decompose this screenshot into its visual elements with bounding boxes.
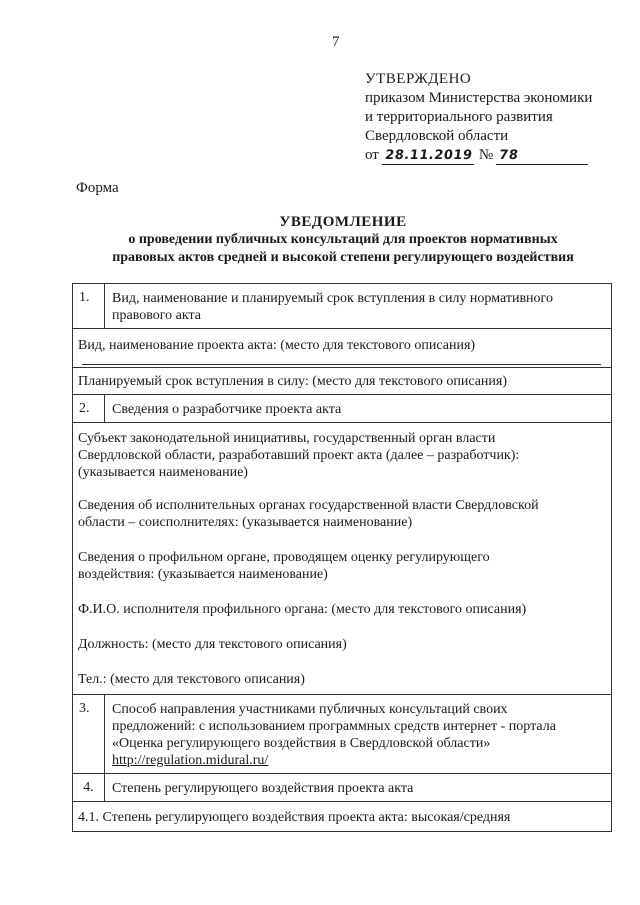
developer-p1-line-1: Субъект законодательной инициативы, государственный орган власти (78, 431, 496, 446)
spacer (78, 531, 605, 549)
developer-p2-line-2: области – соисполнителях: (указывается наименование) (78, 515, 413, 530)
section-3-line-2: предложений: с использованием программных средств интернет - портала (112, 719, 556, 734)
developer-p1-line-3: (указывается наименование) (78, 465, 248, 480)
section-title: Сведения о разработчике проекта акта (112, 402, 342, 417)
developer-p1-line-2: Свердловской области, разработавший проект акта (далее – разработчик): (78, 448, 520, 463)
developer-p3-line-2: воздействия: (указывается наименование) (78, 567, 328, 582)
table-row-section-3 (73, 694, 611, 773)
notice-table (72, 283, 612, 832)
fill-line (82, 354, 601, 365)
section-number: 2. (73, 395, 105, 422)
handwritten-number: 78 (496, 148, 590, 165)
spacer (78, 618, 605, 636)
section-3-line-1: Способ направления участниками публичных консультаций своих (112, 702, 508, 717)
section-3-line-3: «Оценка регулирующего воздействия в Свердловской области» (112, 736, 491, 751)
section-1-title-line-1: Вид, наименование и планируемый срок вступления в силу нормативного (112, 291, 553, 306)
approval-line-3: Свердловской области (365, 128, 509, 144)
table-row-developer-info (73, 422, 611, 694)
approval-title: УТВЕРЖДЕНО (365, 71, 472, 87)
table-row-section-4 (73, 773, 611, 801)
table-row-section-1 (73, 284, 611, 328)
handwritten-date: 28.11.2019 (382, 148, 476, 165)
heading-subtitle-1: о проведении публичных консультаций для проектов нормативных (128, 232, 558, 247)
section-title (105, 695, 611, 773)
section-number: 4. (73, 774, 105, 801)
approval-line-2: и территориального развития (365, 109, 553, 125)
spacer (78, 481, 605, 497)
spacer (78, 583, 605, 601)
heading-subtitle-2: правовых актов средней и высокой степени регулирующего воздействия (112, 250, 574, 265)
effective-date-text: Планируемый срок вступления в силу: (место для текстового описания) (78, 374, 508, 389)
heading-title: УВЕДОМЛЕНИЕ (279, 214, 407, 230)
approval-stamp (365, 70, 627, 165)
type-name-text: Вид, наименование проекта акта: (место для текстового описания) (78, 338, 476, 353)
regulatory-impact-degree: 4.1. Степень регулирующего воздействия проекта акта: высокая/средняя (78, 810, 511, 825)
number-label: № (478, 147, 494, 163)
table-row-type-name (73, 328, 611, 367)
table-row-4-1 (73, 801, 611, 831)
section-number: 1. (73, 284, 105, 328)
approval-line-1: приказом Министерства экономики (365, 90, 593, 106)
table-row-effective-date (73, 367, 611, 394)
form-label: Форма (76, 180, 119, 196)
table-row-section-2 (73, 394, 611, 422)
approval-date-number-line (365, 146, 627, 165)
section-1-title-line-2: правового акта (112, 308, 201, 323)
developer-p5: Должность: (место для текстового описания) (78, 637, 347, 652)
document-heading (78, 213, 608, 267)
section-title (105, 284, 611, 328)
from-label: от (365, 147, 379, 163)
section-number: 3. (73, 695, 105, 773)
page-number: 7 (332, 34, 340, 50)
developer-p2-line-1: Сведения об исполнительных органах государственной власти Свердловской (78, 498, 539, 513)
portal-link[interactable]: http://regulation.midural.ru/ (112, 753, 269, 768)
spacer (78, 653, 605, 671)
developer-p3-line-1: Сведения о профильном органе, проводящем оценку регулирующего (78, 550, 490, 565)
developer-p4: Ф.И.О. исполнителя профильного органа: (место для текстового описания) (78, 602, 527, 617)
developer-p6: Тел.: (место для текстового описания) (78, 672, 305, 687)
section-title: Степень регулирующего воздействия проекта акта (112, 781, 414, 796)
